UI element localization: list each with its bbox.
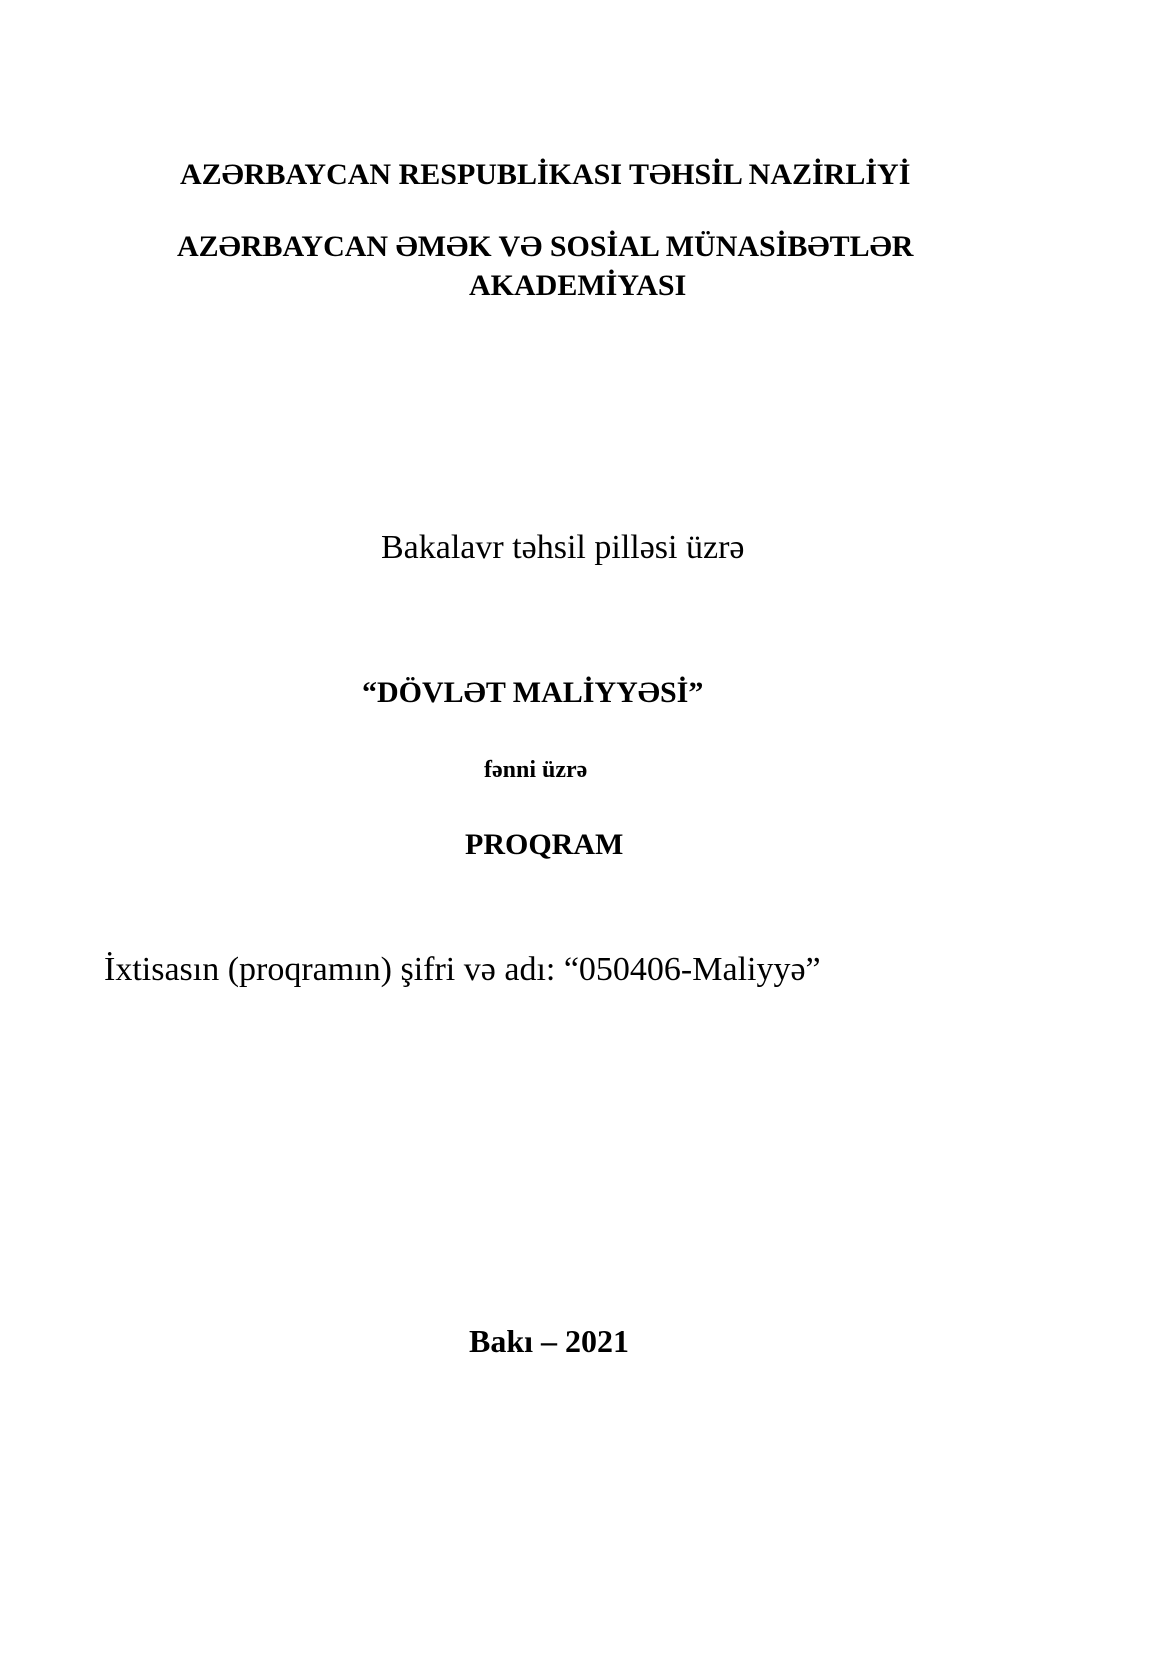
academy-heading-line-1: AZƏRBAYCAN ƏMƏK VƏ SOSİAL MÜNASİBƏTLƏR (177, 230, 914, 263)
academy-heading-line-2: AKADEMİYASI (469, 269, 687, 302)
subject-of-label: fənni üzrə (484, 757, 588, 783)
education-level: Bakalavr təhsil pilləsi üzrə (381, 529, 745, 566)
ministry-heading: AZƏRBAYCAN RESPUBLİKASI TƏHSİL NAZİRLİYİ (180, 158, 911, 191)
place-and-year: Bakı – 2021 (469, 1323, 630, 1359)
course-title: “DÖVLƏT MALİYYƏSİ” (362, 676, 704, 709)
document-type: PROQRAM (465, 828, 624, 861)
specialty-code-name: İxtisasın (proqramın) şifri və adı: “050406-Maliyyə” (104, 951, 821, 988)
